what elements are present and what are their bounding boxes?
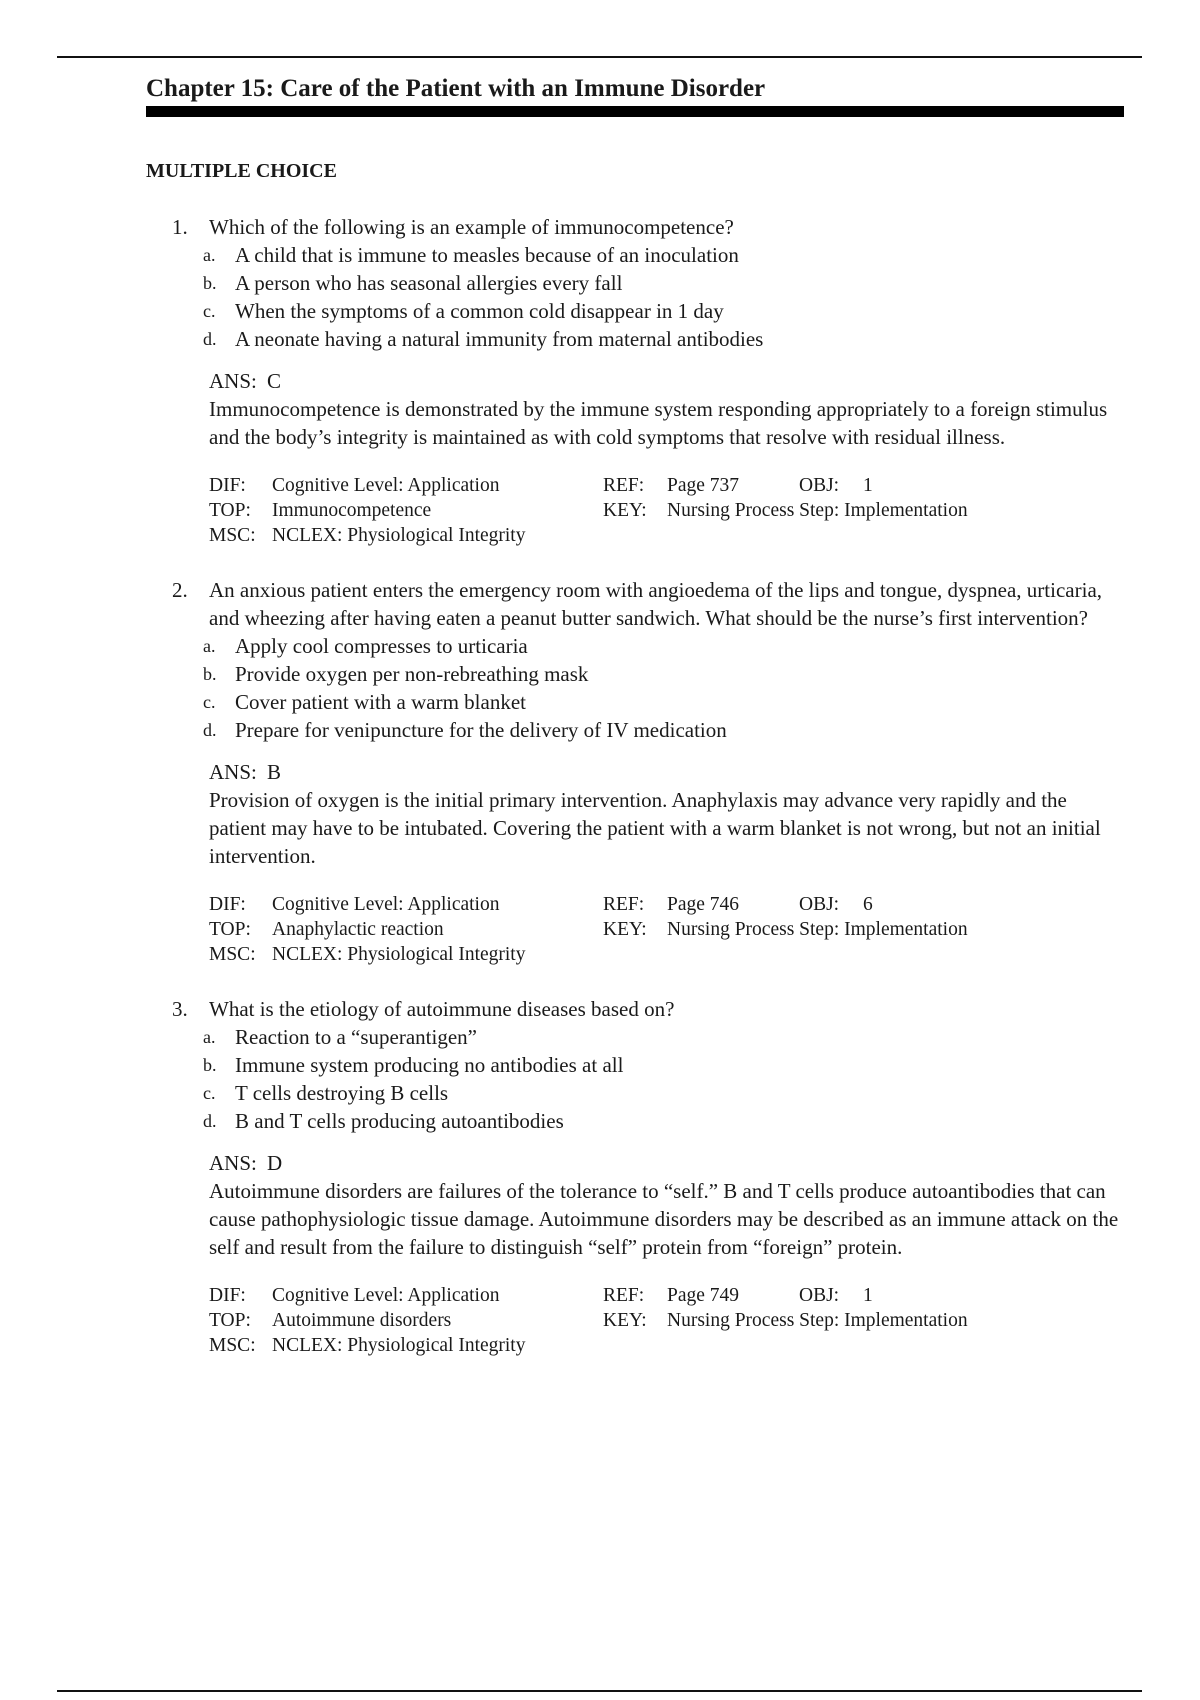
option-text: When the symptoms of a common cold disappear in 1 day [235,299,724,323]
question-metadata [209,473,1126,548]
option-letter: a. [203,1027,216,1047]
dif-value: Cognitive Level: Application [272,894,500,915]
obj-value: 1 [863,475,873,496]
answer-label: ANS: [209,369,257,393]
obj-label: OBJ: [799,475,840,496]
answer-label: ANS: [209,1151,257,1175]
option-text: Cover patient with a warm blanket [235,690,526,714]
option-text: B and T cells producing autoantibodies [235,1109,564,1133]
document-body [146,72,1126,1358]
question-block [146,995,1126,1358]
answer-options [203,1023,1126,1135]
question-block [146,213,1126,548]
msc-value: NCLEX: Physiological Integrity [272,525,526,546]
ref-label: REF: [603,1285,645,1306]
msc-value: NCLEX: Physiological Integrity [272,1335,526,1356]
answer-option [203,632,1126,660]
answer-options [203,241,1126,353]
obj-label: OBJ: [799,1285,840,1306]
option-text: A child that is immune to measles because of an inoculation [235,243,739,267]
answer-option [203,297,1126,325]
option-text: Reaction to a “superantigen” [235,1025,477,1049]
option-text: Apply cool compresses to urticaria [235,634,528,658]
rationale-text: Immunocompetence is demonstrated by the immune system responding appropriately to a foreign stimulus and the body’s integrity is maintained as with cold symptoms that resolve with residual illness. [209,397,1108,449]
question-list [146,213,1126,1358]
option-letter: b. [203,664,217,684]
obj-value: 1 [863,1285,873,1306]
top-label: TOP: [209,1310,251,1331]
question-number: 2. [172,578,188,602]
top-value: Anaphylactic reaction [272,919,444,940]
answer-option [203,241,1126,269]
answer-value: B [267,760,282,784]
dif-value: Cognitive Level: Application [272,1285,500,1306]
option-text: T cells destroying B cells [235,1081,449,1105]
msc-label: MSC: [209,1335,256,1356]
key-value: Nursing Process Step: Implementation [667,500,968,521]
key-label: KEY: [603,500,647,521]
question-stem: Which of the following is an example of immunocompetence? [209,215,734,239]
option-letter: b. [203,1055,217,1075]
ref-value: Page 746 [667,894,740,915]
dif-label: DIF: [209,894,246,915]
ref-label: REF: [603,475,645,496]
title-underline-bar [146,106,1124,117]
option-text: Prepare for venipuncture for the delivery of IV medication [235,718,727,742]
key-label: KEY: [603,1310,647,1331]
msc-label: MSC: [209,525,256,546]
question-number: 3. [172,997,188,1021]
top-value: Immunocompetence [272,500,432,521]
ref-label: REF: [603,894,645,915]
option-letter: c. [203,1083,216,1103]
top-value: Autoimmune disorders [272,1310,452,1331]
top-rule [57,56,1142,58]
top-label: TOP: [209,919,251,940]
msc-label: MSC: [209,944,256,965]
obj-value: 6 [863,894,873,915]
answer-label: ANS: [209,760,257,784]
answer-options [203,632,1126,744]
answer-section [209,367,1126,451]
option-text: A neonate having a natural immunity from maternal antibodies [235,327,764,351]
dif-label: DIF: [209,475,246,496]
option-text: A person who has seasonal allergies every fall [235,271,623,295]
answer-option [203,688,1126,716]
question-stem: What is the etiology of autoimmune diseases based on? [209,997,675,1021]
msc-value: NCLEX: Physiological Integrity [272,944,526,965]
ref-value: Page 749 [667,1285,740,1306]
chapter-title: Chapter 15: Care of the Patient with an Immune Disorder [146,75,766,102]
answer-option [203,716,1126,744]
answer-option [203,1023,1126,1051]
option-letter: b. [203,273,217,293]
ref-value: Page 737 [667,475,740,496]
option-letter: c. [203,692,216,712]
option-letter: d. [203,329,217,349]
option-letter: a. [203,245,216,265]
question-number: 1. [172,215,188,239]
question-block [146,576,1126,967]
rationale-text: Autoimmune disorders are failures of the tolerance to “self.” B and T cells produce autoantibodies that can cause pathophysiologic tissue damage. Autoimmune disorders may be described as an immune attack on the self and result from the failure to distinguish “self” protein from “foreign” protein. [209,1179,1119,1259]
dif-label: DIF: [209,1285,246,1306]
dif-value: Cognitive Level: Application [272,475,500,496]
answer-option [203,325,1126,353]
question-stem: An anxious patient enters the emergency room with angioedema of the lips and tongue, dyspnea, urticaria, and wheezing after having eaten a peanut butter sandwich. What should be the nurse’s first intervention? [209,578,1103,630]
answer-value: C [267,369,282,393]
option-text: Provide oxygen per non-rebreathing mask [235,662,589,686]
answer-section [209,758,1126,870]
rationale-text: Provision of oxygen is the initial primary intervention. Anaphylaxis may advance very rapidly and the patient may have to be intubated. Covering the patient with a warm blanket is not wrong, but not an initial intervention. [209,788,1101,868]
answer-option [203,269,1126,297]
answer-section [209,1149,1126,1261]
section-heading: MULTIPLE CHOICE [146,160,337,182]
option-letter: d. [203,720,217,740]
answer-option [203,1051,1126,1079]
answer-option [203,1079,1126,1107]
key-value: Nursing Process Step: Implementation [667,1310,968,1331]
top-label: TOP: [209,500,251,521]
question-metadata [209,892,1126,967]
obj-label: OBJ: [799,894,840,915]
option-letter: d. [203,1111,217,1131]
option-letter: c. [203,301,216,321]
answer-option [203,660,1126,688]
bottom-rule [57,1690,1142,1692]
answer-value: D [267,1151,283,1175]
question-metadata [209,1283,1126,1358]
option-text: Immune system producing no antibodies at all [235,1053,624,1077]
option-letter: a. [203,636,216,656]
key-value: Nursing Process Step: Implementation [667,919,968,940]
key-label: KEY: [603,919,647,940]
answer-option [203,1107,1126,1135]
